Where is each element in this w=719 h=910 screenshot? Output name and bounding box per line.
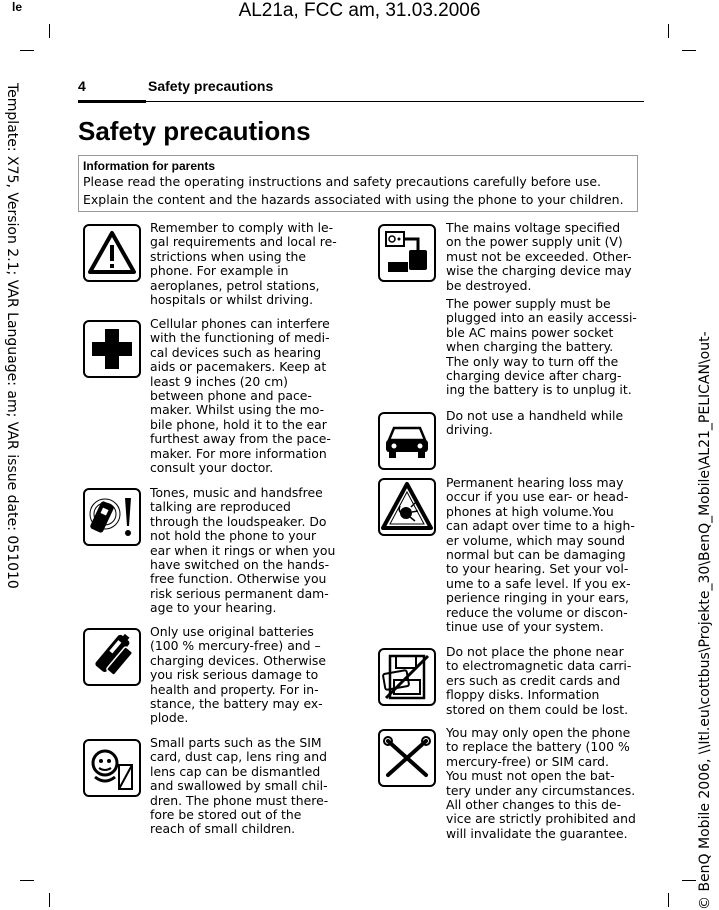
safety-text-batteries: Only use original batteries (100 % mercury-free) and – charging devices. Otherwise you risk serious damage to health and property. For in- stance, the battery may ex- plode. bbox=[150, 624, 326, 726]
safety-text-legal: Remember to comply with le- gal requirements and local re- strictions when using the phone. For example in aeroplanes, petrol stations, hospitals or whilst driving. bbox=[150, 220, 337, 308]
header-rule bbox=[146, 101, 644, 102]
left-margin-note: Template: X75, Version 2.1; VAR Language: am; VAR issue date: 051010 bbox=[4, 83, 20, 589]
info-box-title: Information for parents bbox=[83, 159, 216, 173]
right-margin-note: © BenQ Mobile 2006, \\Itl.eu\cottbus\Projekte_30\BenQ_Mobile\AL21_PELICAN\out- bbox=[697, 331, 713, 910]
document-header: AL21a, FCC am, 31.03.2006 bbox=[238, 0, 481, 21]
batteries-icon bbox=[83, 628, 141, 686]
crop-mark bbox=[682, 880, 696, 881]
safety-text-opening: You may only open the phone to replace the battery (100 % mercury-free) or SIM card. You must not open the bat- tery under any circumstances. All other changes to this de- vice are strictly prohibited and will invalidate the guarantee. bbox=[446, 725, 636, 841]
info-box bbox=[78, 155, 638, 212]
crop-mark bbox=[49, 893, 50, 907]
crop-mark bbox=[49, 24, 50, 38]
crop-mark bbox=[668, 24, 669, 38]
safety-text-power-socket: The power supply must be plugged into an easily accessi- ble AC mains power socket when charging the battery. The only way to turn off the charging device after charg- ing the battery is to unplug it. bbox=[446, 296, 637, 398]
small-parts-child-icon bbox=[83, 739, 141, 797]
no-magnetic-media-icon bbox=[378, 648, 436, 706]
hearing-warning-icon bbox=[378, 478, 436, 536]
loudspeaker-phone-icon bbox=[83, 488, 141, 546]
no-tools-icon bbox=[378, 729, 436, 787]
info-box-line: Please read the operating instructions and safety precautions carefully before use. bbox=[83, 174, 602, 189]
crop-mark bbox=[668, 893, 669, 907]
safety-text-small-parts: Small parts such as the SIM card, dust cap, lens ring and lens cap can be dismantled and swallowed by small chil- dren. The phone must there- fore be stored out of the reach of small children. bbox=[150, 735, 329, 837]
power-supply-icon bbox=[378, 224, 436, 282]
car-driving-icon bbox=[378, 412, 436, 470]
safety-text-magnetic: Do not place the phone near to electromagnetic data carri- ers such as credit cards and floppy disks. Information stored on them could be lost. bbox=[446, 644, 632, 717]
safety-text-mains-voltage: The mains voltage specified on the power supply unit (V) must not be exceeded. Other- wise the charging device may be destroyed. bbox=[446, 220, 632, 293]
safety-text-driving: Do not use a handheld while driving. bbox=[446, 408, 624, 438]
info-box-line: Explain the content and the hazards associated with using the phone to your children. bbox=[83, 192, 624, 207]
header-rule-thick bbox=[78, 100, 146, 103]
crop-mark bbox=[20, 50, 34, 51]
page-title: Safety precautions bbox=[78, 116, 311, 146]
safety-text-hearing: Permanent hearing loss may occur if you use ear- or head- phones at high volume.You can adapt over time to a high- er volume, which may sound normal but can be damaging to your hearing. Set your vol- ume to a safe level. If you ex- perience ringing in your ears, reduce the volume or discon- tinue use of your system. bbox=[446, 475, 635, 635]
page-number: 4 bbox=[78, 78, 86, 94]
safety-text-loudspeaker: Tones, music and handsfree talking are reproduced through the loudspeaker. Do not hold the phone to your ear when it rings or when you have switched on the hands- free function. Otherwise you risk serious permanent dam- age to your hearing. bbox=[150, 485, 336, 616]
warning-triangle-icon bbox=[83, 224, 141, 282]
safety-text-medical: Cellular phones can interfere with the functioning of medi- cal devices such as hearing aids or pacemakers. Keep at least 9 inches (20 cm) between phone and pace- maker. Whilst using the mo- bile phone, hold it to the ear furthest away from the pace- maker. For more information consult your doctor. bbox=[150, 316, 331, 476]
running-title: Safety precautions bbox=[148, 78, 274, 94]
corner-mark: le bbox=[12, 0, 23, 14]
crop-mark bbox=[20, 880, 34, 881]
medical-cross-icon bbox=[83, 320, 141, 378]
crop-mark bbox=[682, 50, 696, 51]
